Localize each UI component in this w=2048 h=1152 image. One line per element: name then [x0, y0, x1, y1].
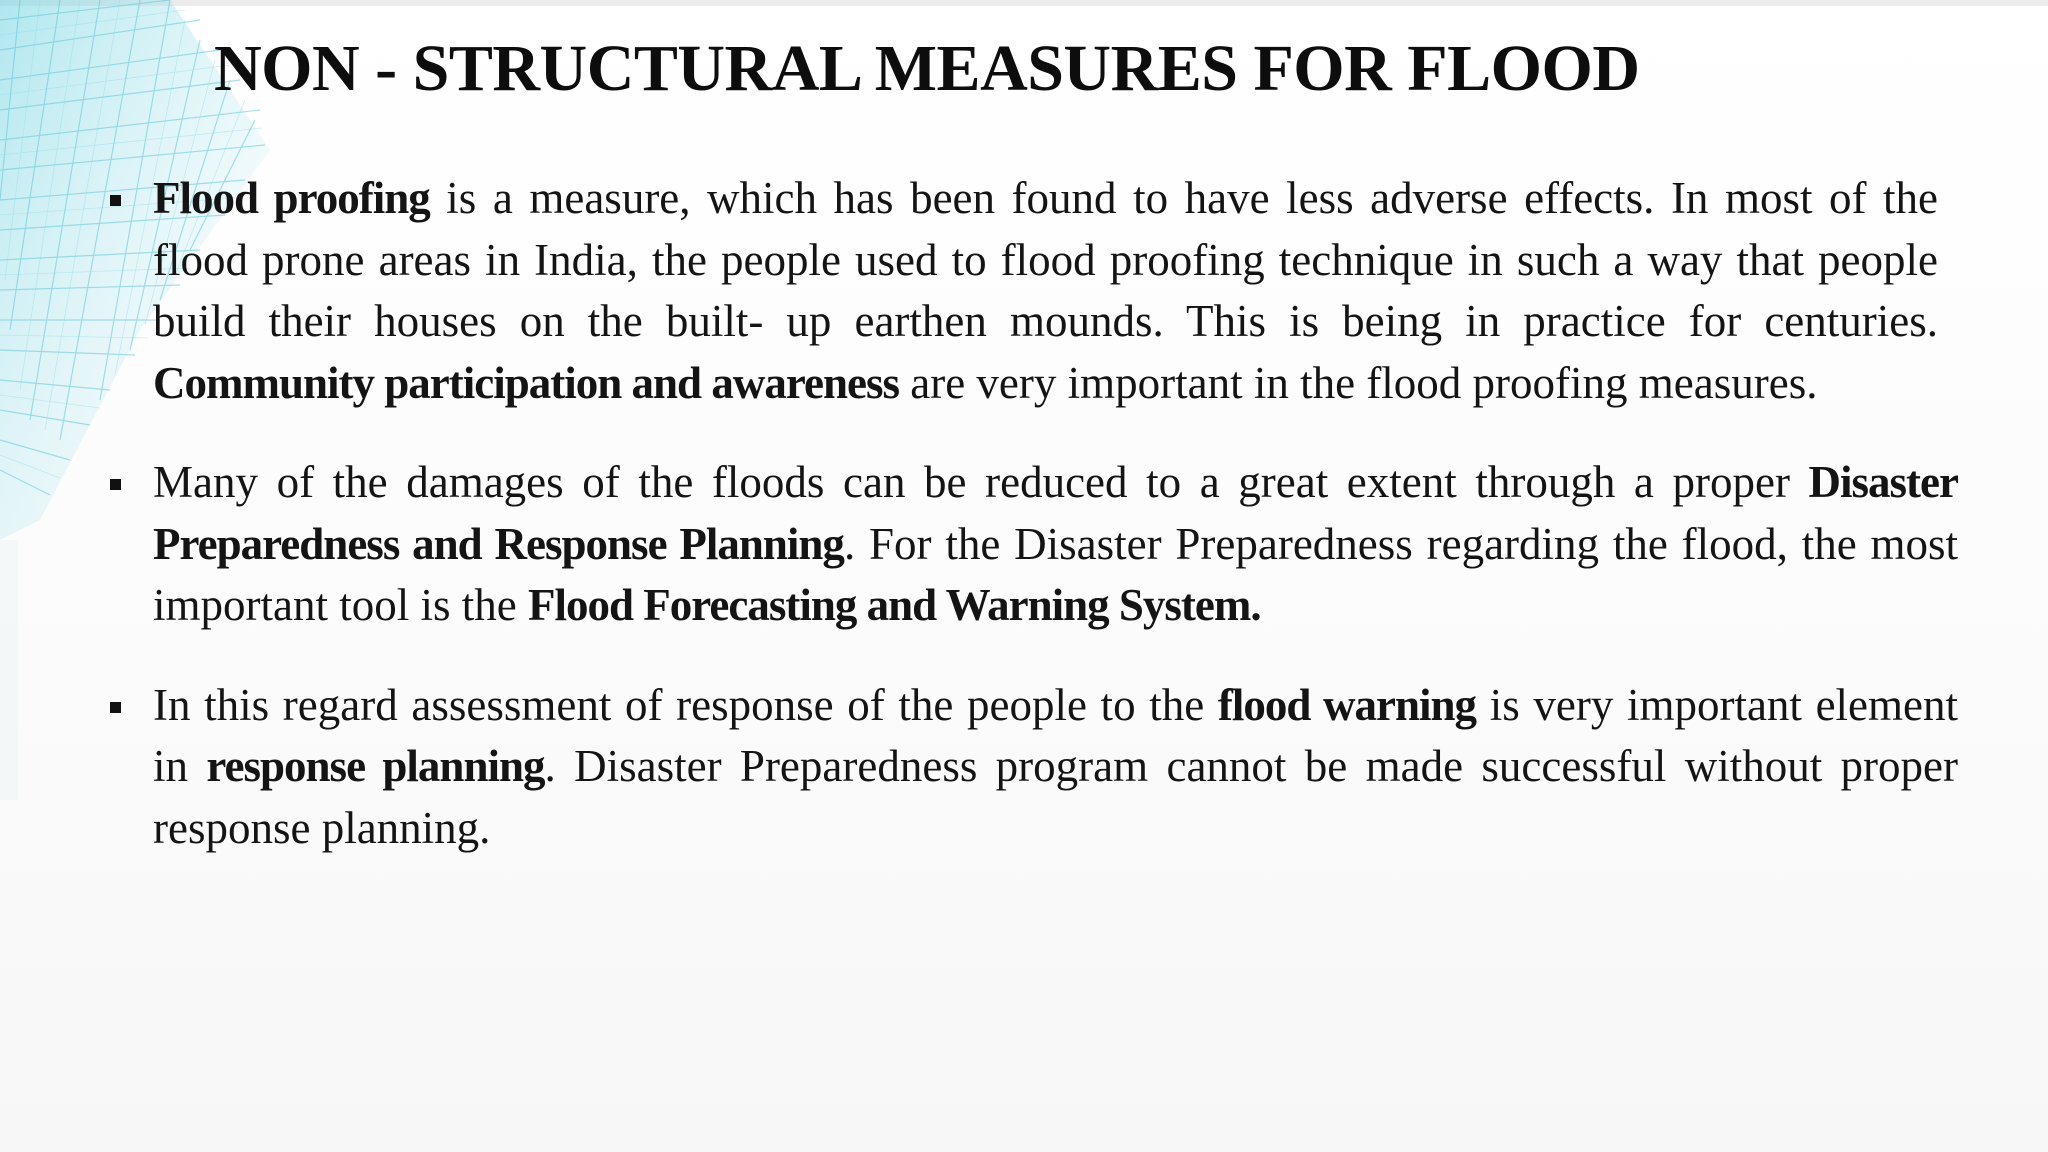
bold-term-flood-forecasting: Flood Forecasting and Warning System. [527, 580, 1261, 630]
bold-term-flood-proofing: Flood proofing [153, 173, 430, 223]
square-bullet-icon [110, 479, 121, 490]
bullet-item-response-planning [108, 675, 1958, 860]
bullet-text: . For the Disaster Preparedness regarding the flood, the most important tool is the [153, 518, 1958, 630]
bullet-text: Many of the damages of the floods can be reduced to a great extent through a proper [153, 457, 1809, 507]
bullet-list [108, 168, 1959, 859]
bullet-text: is very important element in [153, 679, 1959, 791]
bullet-item-flood-proofing [108, 168, 1938, 414]
top-rule [0, 0, 2048, 6]
bold-term-disaster-preparedness: Disaster Preparedness and Response Planning [153, 457, 1958, 569]
slide-title: NON - STRUCTURAL MEASURES FOR FLOOD [214, 32, 1640, 105]
bullet-item-disaster-preparedness [108, 452, 1958, 637]
bullet-text: In this regard assessment of response of the people to the [153, 679, 1218, 730]
square-bullet-icon [110, 195, 121, 206]
bold-term-flood-warning: flood warning [1217, 679, 1477, 730]
bullet-text: . Disaster Preparedness program cannot be made successful without proper response planning. [153, 741, 1958, 853]
bold-term-response-planning: response planning [206, 741, 545, 791]
bullet-text: is a measure, which has been found to have less adverse effects. In most of the flood prone areas in India, the people used to flood proofing technique in such a way that people build their houses on the built- up earthen mounds. This is being in practice for centuries. [153, 173, 1939, 346]
bullet-text: are very important in the flood proofing measures. [898, 357, 1818, 408]
square-bullet-icon [110, 702, 121, 713]
bold-term-community-participation: Community participation and awareness [153, 357, 899, 408]
